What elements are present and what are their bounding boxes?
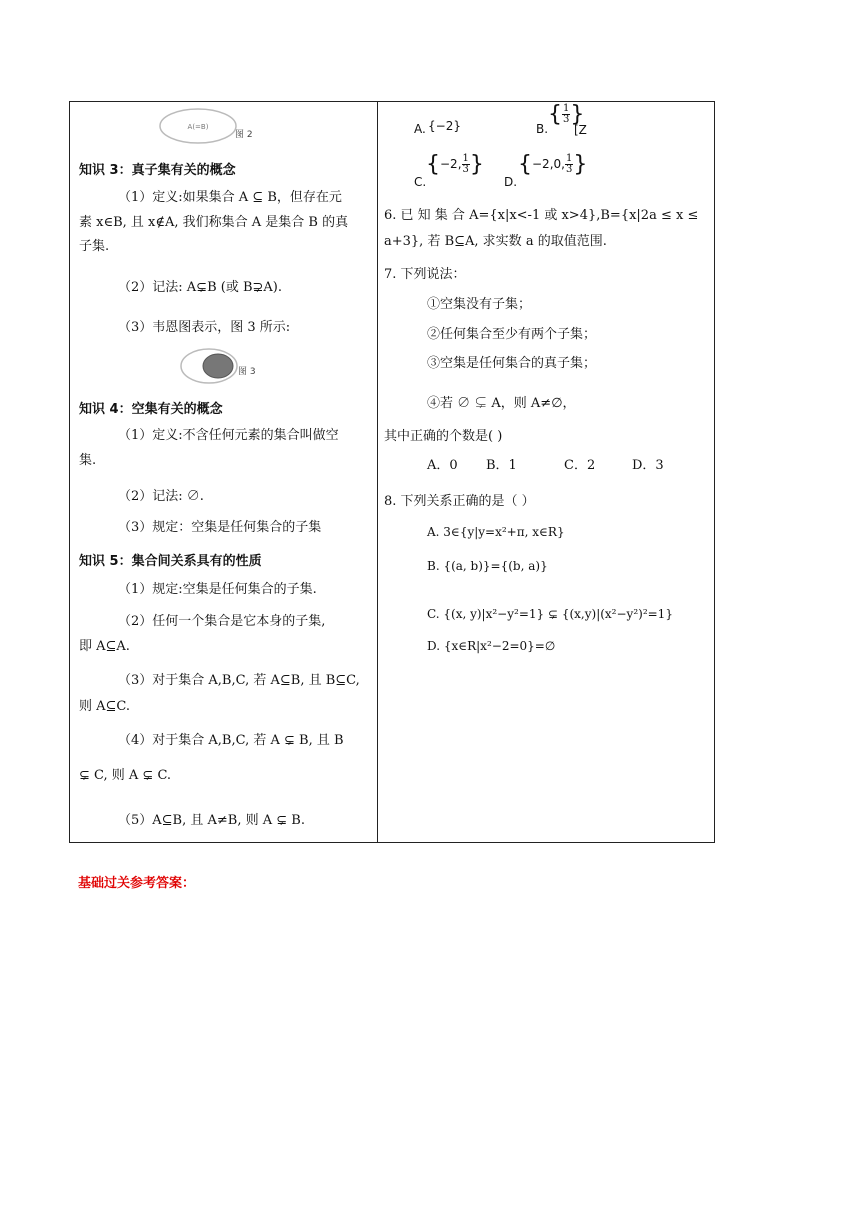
k5-item-4: （4）对于集合 A,B,C, 若 A ⊊ B, 且 B xyxy=(118,733,344,748)
q7-ask: 其中正确的个数是( ) xyxy=(384,429,503,444)
k5-item-5: （5）A⊆B, 且 A≠B, 则 A ⊊ B. xyxy=(118,813,305,828)
q8-option-c: C. {(x, y)|x²−y²=1} ⊊ {(x,y)|(x²−y²)²=1} xyxy=(427,607,673,621)
q5-option-b-value: { $\frac{1}{3}$ } xyxy=(548,102,585,127)
q5-option-d-label: D. xyxy=(504,175,518,189)
q8-option-a: A. 3∈{y|y=x²+π, x∈R} xyxy=(427,525,565,539)
q7-title: 7. 下列说法： xyxy=(384,267,466,282)
k5-item-3b: 则 A⊆C. xyxy=(79,699,131,714)
k3-def-line-2: 素 x∈B, 且 x∉A, 我们称集合 A 是集合 B 的真 xyxy=(79,215,349,230)
k4-notation: （2）记法: ∅. xyxy=(118,489,204,504)
k3-notation: （2）记法: A⊊B (或 B⊋A). xyxy=(118,280,282,295)
venn-figure-3 xyxy=(180,347,240,385)
q7-item-2: ②任何集合至少有两个子集； xyxy=(427,327,597,342)
knowledge-4-title: 知识 4：空集有关的概念 xyxy=(79,402,223,417)
figure-3-label: 图 3 xyxy=(238,367,256,377)
figure-2-label: 图 2 xyxy=(235,130,253,140)
right-column xyxy=(378,102,714,842)
knowledge-3-title: 知识 3：真子集有关的概念 xyxy=(79,163,236,178)
q5-option-c-value: {−2, $\frac{1}{3}$ } xyxy=(426,152,484,177)
q5-option-c-label: C. xyxy=(414,175,427,189)
k5-item-1: （1）规定:空集是任何集合的子集. xyxy=(118,582,317,597)
k4-def-line-1: （1）定义:不含任何元素的集合叫做空 xyxy=(118,428,339,443)
q7-option-c: C．2 xyxy=(564,458,596,473)
knowledge-5-title: 知识 5：集合间关系具有的性质 xyxy=(79,554,262,569)
q6-line-1: 6. 已 知 集 合 A={x|x<-1 或 x>4},B={x|2a ≤ x ≤ xyxy=(384,208,699,223)
q6-line-2: a+3}, 若 B⊆A, 求实数 a 的取值范围. xyxy=(384,234,607,249)
answers-heading: 基础过关参考答案： xyxy=(78,876,196,891)
q8-option-b: B. {(a, b)}={(b, a)} xyxy=(427,559,548,573)
q5-option-a-value: {−2} xyxy=(428,119,461,133)
q8-option-d: D. {x∈R|x²−2=0}=∅ xyxy=(427,639,556,653)
q5-option-a-label: A. xyxy=(414,122,426,136)
q7-option-a: A．0 xyxy=(427,458,458,473)
left-column xyxy=(70,102,377,842)
k4-rule: （3）规定：空集是任何集合的子集 xyxy=(118,520,322,535)
k5-item-4b: ⊊ C, 则 A ⊊ C. xyxy=(79,768,172,783)
content-table xyxy=(69,101,715,843)
q8-title: 8. 下列关系正确的是（ ） xyxy=(384,494,535,509)
q5-option-b-suffix: [Z xyxy=(574,123,587,137)
q7-option-b: B．1 xyxy=(486,458,517,473)
k3-def-line-1: （1）定义:如果集合 A ⊆ B，但存在元 xyxy=(118,190,342,205)
k4-def-line-2: 集. xyxy=(79,453,97,468)
fig2-text: A(=B) xyxy=(187,123,209,131)
q5-option-d-value: {−2,0, $\frac{1}{3}$ } xyxy=(518,152,588,177)
k5-item-2b: 即 A⊆A. xyxy=(79,639,130,654)
k3-def-line-3: 子集. xyxy=(79,239,110,254)
q7-item-1: ①空集没有子集； xyxy=(427,297,532,312)
q7-item-3: ③空集是任何集合的真子集； xyxy=(427,356,597,371)
q7-item-4: ④若 ∅ ⊊ A，则 A≠∅， xyxy=(427,396,576,411)
q5-option-b-label: B. xyxy=(536,122,549,136)
venn-figure-2 xyxy=(158,106,238,146)
k5-item-2: （2）任何一个集合是它本身的子集, xyxy=(118,614,326,629)
k3-venn-text: （3）韦恩图表示，图 3 所示: xyxy=(118,320,291,335)
k5-item-3: （3）对于集合 A,B,C, 若 A⊆B, 且 B⊆C, xyxy=(118,673,360,688)
q7-option-d: D．3 xyxy=(632,458,664,473)
